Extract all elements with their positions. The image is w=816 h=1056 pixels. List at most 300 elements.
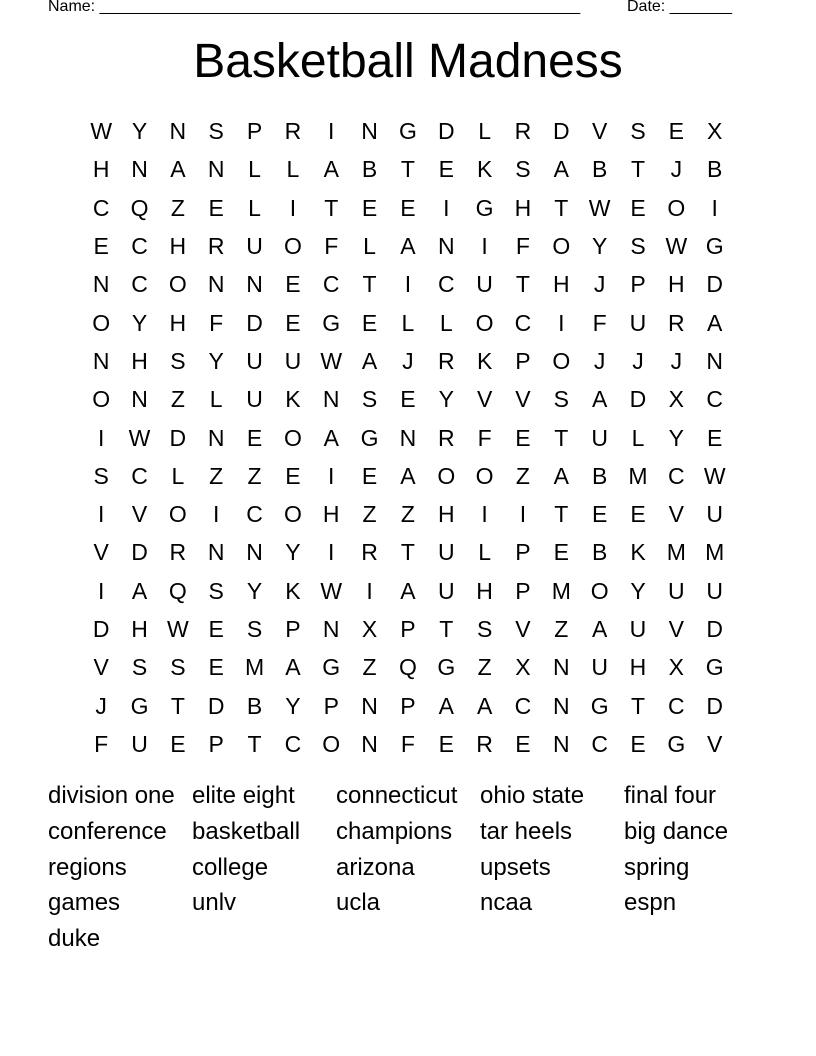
grid-letter: I xyxy=(328,462,335,489)
grid-letter: I xyxy=(289,194,297,221)
grid-letter: G xyxy=(130,692,149,719)
grid-letter: G xyxy=(360,424,379,451)
grid-letter: Z xyxy=(554,616,569,642)
grid-row xyxy=(82,686,734,724)
grid-letter: K xyxy=(285,386,301,413)
puzzle-title: Basketball Madness xyxy=(193,35,623,88)
grid-letter: A xyxy=(553,156,569,183)
grid-letter: U xyxy=(706,577,723,604)
grid-letter: F xyxy=(324,233,339,260)
grid-letter: U xyxy=(476,271,493,298)
grid-letter: Z xyxy=(362,501,377,528)
grid-letter: X xyxy=(361,616,378,642)
grid-letter: P xyxy=(400,692,416,719)
grid-letter: L xyxy=(478,118,491,145)
grid-letter: E xyxy=(208,654,224,681)
word-bank-item: ohio state xyxy=(480,782,585,809)
letter-grid xyxy=(82,112,734,763)
grid-letter: G xyxy=(705,654,724,681)
grid-letter: G xyxy=(667,730,686,757)
grid-letter: T xyxy=(630,692,646,719)
grid-letter: V xyxy=(93,654,109,681)
word-bank-item: champions xyxy=(336,817,453,845)
word-bank-item: big dance xyxy=(624,817,729,845)
grid-letter: I xyxy=(404,271,412,298)
grid-row xyxy=(82,303,734,341)
grid-letter: U xyxy=(246,347,263,374)
grid-row xyxy=(82,342,734,380)
grid-letter: E xyxy=(208,616,224,642)
grid-letter: O xyxy=(667,194,686,221)
grid-letter: E xyxy=(285,271,301,298)
grid-letter: B xyxy=(591,156,608,183)
grid-letter: Y xyxy=(630,577,646,604)
grid-letter: N xyxy=(322,386,340,413)
grid-letter: I xyxy=(481,233,488,260)
word-bank-item: final four xyxy=(624,782,717,809)
grid-letter: C xyxy=(591,730,608,757)
grid-letter: P xyxy=(285,616,301,642)
grid-letter: W xyxy=(128,424,151,451)
grid-letter: W xyxy=(320,577,343,604)
grid-letter: E xyxy=(361,309,378,336)
grid-letter: T xyxy=(324,194,339,221)
grid-letter: S xyxy=(246,616,263,642)
grid-letter: A xyxy=(323,156,339,183)
grid-letter: A xyxy=(285,654,301,681)
grid-letter: X xyxy=(668,386,684,413)
word-bank-item: regions xyxy=(48,853,127,881)
grid-letter: O xyxy=(283,424,302,451)
grid-letter: C xyxy=(437,271,455,298)
grid-letter: V xyxy=(93,539,109,566)
grid-letter: P xyxy=(630,271,646,298)
grid-letter: C xyxy=(706,386,723,413)
grid-letter: I xyxy=(481,501,488,528)
word-bank-item: unlv xyxy=(192,889,237,917)
word-bank-item: espn xyxy=(624,889,677,917)
grid-letter: W xyxy=(320,347,343,374)
word-bank-item: tar heels xyxy=(480,817,573,845)
grid-letter: D xyxy=(131,539,148,566)
grid-letter: N xyxy=(207,156,225,183)
grid-letter: A xyxy=(553,462,569,489)
grid-row xyxy=(82,150,734,188)
grid-letter: O xyxy=(475,309,494,336)
grid-letter: F xyxy=(209,309,224,336)
grid-letter: D xyxy=(92,616,110,642)
grid-letter: P xyxy=(323,692,339,719)
grid-letter: Y xyxy=(131,118,148,145)
grid-letter: U xyxy=(629,616,647,642)
grid-letter: N xyxy=(552,654,570,681)
grid-letter: C xyxy=(131,462,148,489)
grid-letter: N xyxy=(92,271,110,298)
grid-letter: T xyxy=(400,156,415,183)
grid-letter: E xyxy=(438,156,454,183)
grid-letter: C xyxy=(246,501,263,528)
grid-letter: O xyxy=(92,309,111,336)
grid-letter: R xyxy=(668,309,685,336)
grid-letter: N xyxy=(92,347,110,374)
grid-letter: Q xyxy=(168,577,187,604)
grid-letter: H xyxy=(131,616,148,642)
grid-letter: N xyxy=(131,386,148,413)
grid-letter: J xyxy=(670,156,683,183)
grid-letter: N xyxy=(207,424,225,451)
grid-letter: G xyxy=(322,654,341,681)
grid-letter: L xyxy=(209,386,223,413)
grid-letter: D xyxy=(629,386,647,413)
grid-letter: U xyxy=(131,730,148,757)
grid-letter: D xyxy=(706,616,723,642)
grid-letter: Y xyxy=(246,577,263,604)
grid-letter: U xyxy=(706,501,723,528)
grid-letter: N xyxy=(399,424,417,451)
grid-row xyxy=(82,610,734,648)
grid-letter: E xyxy=(361,462,378,489)
grid-letter: A xyxy=(591,616,608,642)
grid-letter: S xyxy=(131,654,148,681)
grid-letter: T xyxy=(400,539,415,566)
grid-letter: A xyxy=(131,577,148,604)
grid-letter: J xyxy=(593,271,606,298)
grid-letter: K xyxy=(476,156,493,183)
grid-letter: R xyxy=(437,347,455,374)
grid-letter: Y xyxy=(438,386,454,413)
grid-letter: S xyxy=(515,156,531,183)
grid-letter: Z xyxy=(247,462,262,489)
grid-letter: L xyxy=(363,233,376,260)
grid-letter: O xyxy=(322,730,341,757)
grid-letter: U xyxy=(629,309,647,336)
grid-letter: A xyxy=(323,424,339,451)
grid-letter: Z xyxy=(170,386,185,413)
grid-letter: E xyxy=(400,194,416,221)
grid-letter: S xyxy=(553,386,569,413)
grid-letter: L xyxy=(286,156,300,183)
grid-letter: O xyxy=(437,462,456,489)
grid-letter: T xyxy=(630,156,646,183)
grid-letter: M xyxy=(666,539,686,566)
grid-letter: V xyxy=(668,616,684,642)
grid-row xyxy=(82,725,734,763)
grid-letter: O xyxy=(590,577,609,604)
grid-letter: G xyxy=(398,118,417,145)
grid-letter: Y xyxy=(131,309,148,336)
grid-letter: J xyxy=(593,347,606,374)
grid-letter: N xyxy=(207,539,225,566)
grid-letter: W xyxy=(90,118,113,145)
word-bank-item: arizona xyxy=(336,853,415,881)
grid-row xyxy=(82,265,734,303)
grid-row xyxy=(82,227,734,265)
grid-letter: F xyxy=(592,309,607,336)
grid-letter: N xyxy=(131,156,148,183)
grid-letter: D xyxy=(706,692,723,719)
grid-letter: M xyxy=(628,462,648,489)
grid-letter: U xyxy=(591,424,608,451)
grid-letter: H xyxy=(169,233,187,260)
grid-letter: C xyxy=(284,730,302,757)
word-bank-item: basketball xyxy=(192,817,301,845)
grid-letter: N xyxy=(552,692,570,719)
grid-letter: E xyxy=(93,233,109,260)
grid-letter: C xyxy=(668,462,685,489)
grid-letter: T xyxy=(170,692,185,719)
grid-letter: K xyxy=(285,577,301,604)
grid-letter: U xyxy=(591,654,608,681)
grid-letter: D xyxy=(437,118,455,145)
grid-letter: G xyxy=(590,692,609,719)
grid-letter: S xyxy=(630,233,646,260)
grid-letter: U xyxy=(668,577,685,604)
grid-letter: X xyxy=(707,118,723,145)
grid-letter: P xyxy=(246,118,263,145)
grid-letter: N xyxy=(437,233,455,260)
grid-letter: N xyxy=(552,730,570,757)
grid-letter: R xyxy=(207,233,225,260)
word-bank-item: ucla xyxy=(336,889,381,917)
grid-letter: Y xyxy=(285,539,301,566)
grid-letter: A xyxy=(591,386,608,413)
grid-letter: P xyxy=(515,347,531,374)
grid-letter: N xyxy=(361,692,378,719)
grid-letter: F xyxy=(400,730,415,757)
grid-letter: E xyxy=(553,539,569,566)
grid-letter: T xyxy=(247,730,262,757)
grid-letter: D xyxy=(706,271,723,298)
grid-letter: D xyxy=(246,309,263,336)
grid-letter: O xyxy=(283,233,302,260)
grid-letter: T xyxy=(554,424,569,451)
grid-letter: N xyxy=(169,118,187,145)
grid-letter: V xyxy=(591,118,608,145)
grid-letter: F xyxy=(515,233,530,260)
grid-letter: E xyxy=(208,194,224,221)
grid-letter: D xyxy=(552,118,570,145)
grid-letter: H xyxy=(668,271,685,298)
grid-letter: I xyxy=(97,424,105,451)
word-bank-item: games xyxy=(48,889,121,917)
grid-letter: O xyxy=(475,462,494,489)
grid-letter: R xyxy=(169,539,187,566)
grid-letter: O xyxy=(168,271,187,298)
grid-letter: C xyxy=(131,271,148,298)
grid-letter: R xyxy=(361,539,378,566)
grid-letter: H xyxy=(552,271,570,298)
grid-letter: L xyxy=(478,539,491,566)
word-bank-item: duke xyxy=(48,925,101,952)
grid-letter: H xyxy=(322,501,340,528)
grid-letter: O xyxy=(92,386,111,413)
grid-letter: C xyxy=(514,692,532,719)
grid-letter: Z xyxy=(400,501,415,528)
grid-letter: H xyxy=(437,501,455,528)
grid-letter: I xyxy=(97,577,105,604)
grid-letter: U xyxy=(246,233,263,260)
grid-letter: V xyxy=(707,730,723,757)
name-field-label: Name: ______________________________________________________ xyxy=(48,0,581,15)
grid-letter: L xyxy=(248,194,261,221)
grid-row xyxy=(82,572,734,610)
grid-letter: A xyxy=(400,233,416,260)
grid-letter: Z xyxy=(170,194,185,221)
grid-row xyxy=(82,457,734,495)
grid-letter: E xyxy=(668,118,684,145)
grid-letter: P xyxy=(515,577,531,604)
word-bank-item: conference xyxy=(48,817,167,845)
grid-letter: M xyxy=(705,539,725,566)
word-bank-item: division one xyxy=(48,782,175,809)
grid-letter: J xyxy=(402,347,414,374)
grid-letter: E xyxy=(630,194,646,221)
grid-letter: I xyxy=(443,194,450,221)
word-bank-item: spring xyxy=(624,853,690,881)
word-bank xyxy=(48,778,768,957)
grid-letter: X xyxy=(668,654,684,681)
grid-letter: V xyxy=(515,386,531,413)
grid-letter: E xyxy=(591,501,608,528)
grid-letter: M xyxy=(551,577,571,604)
grid-letter: E xyxy=(285,462,301,489)
grid-letter: R xyxy=(284,118,302,145)
grid-letter: Z xyxy=(477,654,492,681)
grid-letter: B xyxy=(591,539,608,566)
grid-letter: Y xyxy=(285,692,301,719)
grid-letter: G xyxy=(437,654,456,681)
grid-letter: S xyxy=(208,577,224,604)
grid-letter: I xyxy=(366,577,373,604)
grid-letter: G xyxy=(322,309,341,336)
grid-letter: V xyxy=(668,501,684,528)
grid-letter: O xyxy=(552,233,571,260)
grid-row xyxy=(82,380,734,418)
grid-letter: I xyxy=(558,309,565,336)
grid-letter: Q xyxy=(398,654,417,681)
grid-letter: U xyxy=(284,347,302,374)
grid-letter: B xyxy=(246,692,263,719)
grid-letter: A xyxy=(438,692,454,719)
grid-letter: E xyxy=(515,424,531,451)
grid-letter: Y xyxy=(208,347,224,374)
grid-letter: E xyxy=(630,501,646,528)
grid-letter: S xyxy=(170,347,186,374)
grid-letter: U xyxy=(437,539,455,566)
grid-letter: S xyxy=(630,118,646,145)
grid-letter: C xyxy=(668,692,685,719)
grid-letter: V xyxy=(131,501,148,528)
grid-letter: T xyxy=(554,194,569,221)
grid-letter: I xyxy=(328,118,335,145)
grid-letter: J xyxy=(670,347,683,374)
grid-letter: L xyxy=(631,424,645,451)
grid-letter: N xyxy=(322,616,340,642)
word-bank-item: upsets xyxy=(480,853,551,881)
grid-letter: W xyxy=(665,233,688,260)
grid-letter: E xyxy=(630,730,646,757)
grid-letter: R xyxy=(437,424,455,451)
grid-letter: N xyxy=(246,539,263,566)
grid-letter: C xyxy=(92,194,110,221)
grid-letter: D xyxy=(169,424,187,451)
grid-letter: I xyxy=(97,501,105,528)
grid-letter: E xyxy=(170,730,186,757)
grid-row xyxy=(82,189,734,227)
grid-letter: H xyxy=(476,577,493,604)
grid-letter: A xyxy=(707,309,723,336)
grid-letter: T xyxy=(439,616,454,642)
grid-letter: H xyxy=(92,156,110,183)
grid-letter: T xyxy=(362,271,377,298)
grid-letter: H xyxy=(514,194,532,221)
grid-letter: J xyxy=(95,692,107,719)
grid-letter: E xyxy=(246,424,263,451)
grid-letter: J xyxy=(632,347,644,374)
grid-letter: S xyxy=(208,118,224,145)
date-field-label: Date: _______ xyxy=(627,0,732,15)
grid-letter: S xyxy=(361,386,378,413)
grid-letter: B xyxy=(361,156,378,183)
grid-row xyxy=(82,112,734,150)
grid-letter: N xyxy=(361,730,378,757)
grid-letter: H xyxy=(629,654,647,681)
grid-letter: R xyxy=(476,730,493,757)
grid-letter: P xyxy=(400,616,416,642)
grid-letter: S xyxy=(93,462,109,489)
grid-letter: G xyxy=(475,194,494,221)
grid-letter: S xyxy=(476,616,493,642)
grid-letter: O xyxy=(552,347,571,374)
grid-letter: T xyxy=(515,271,530,298)
grid-letter: B xyxy=(591,462,608,489)
grid-letter: Y xyxy=(591,233,608,260)
grid-letter: W xyxy=(588,194,611,221)
grid-letter: Q xyxy=(130,194,149,221)
grid-row xyxy=(82,533,734,571)
grid-letter: A xyxy=(400,462,416,489)
grid-letter: U xyxy=(437,577,455,604)
grid-letter: I xyxy=(519,501,527,528)
grid-letter: O xyxy=(283,501,302,528)
word-bank-item: connecticut xyxy=(336,782,458,809)
grid-letter: E xyxy=(400,386,416,413)
grid-letter: C xyxy=(131,233,148,260)
grid-letter: A xyxy=(170,156,186,183)
grid-letter: E xyxy=(707,424,723,451)
grid-letter: E xyxy=(285,309,301,336)
grid-letter: A xyxy=(400,577,416,604)
grid-letter: H xyxy=(169,309,187,336)
grid-letter: A xyxy=(361,347,378,374)
grid-letter: K xyxy=(476,347,493,374)
grid-letter: L xyxy=(171,462,185,489)
grid-letter: W xyxy=(703,462,726,489)
grid-letter: V xyxy=(476,386,493,413)
grid-letter: O xyxy=(168,501,187,528)
grid-letter: E xyxy=(438,730,454,757)
grid-letter: L xyxy=(248,156,261,183)
grid-letter: I xyxy=(213,501,220,528)
grid-letter: E xyxy=(515,730,531,757)
grid-letter: N xyxy=(706,347,723,374)
grid-letter: L xyxy=(439,309,453,336)
grid-row xyxy=(82,648,734,686)
grid-letter: P xyxy=(515,539,531,566)
grid-letter: F xyxy=(94,730,109,757)
grid-letter: A xyxy=(476,692,493,719)
grid-letter: Z xyxy=(209,462,224,489)
